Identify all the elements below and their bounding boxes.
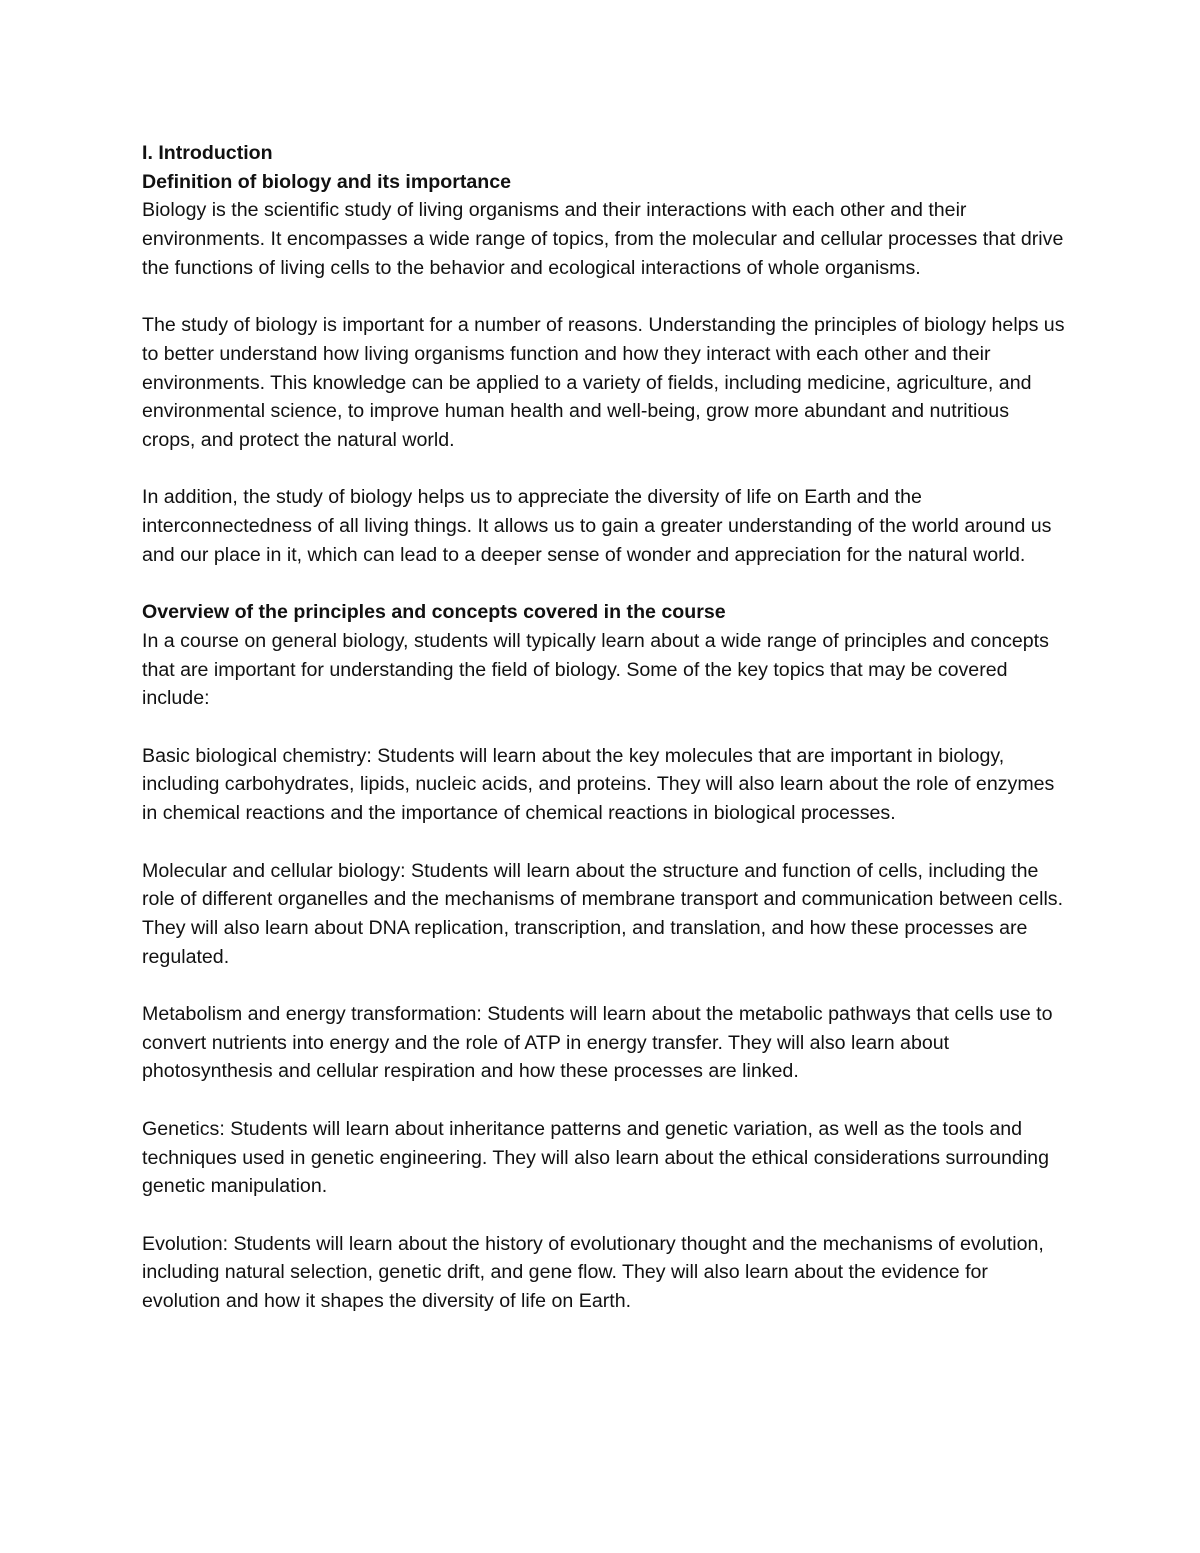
paragraph-spacer <box>142 828 1067 857</box>
paragraph-spacer <box>142 570 1067 599</box>
definition-heading: Definition of biology and its importance <box>142 170 512 193</box>
document-body <box>142 139 1067 1316</box>
topic-evolution-paragraph: Evolution: Students will learn about the history of evolutionary thought and the mechanisms of evolution, including natural selection, genetic drift, and gene flow. They will also learn about the evidence for evolution and how it shapes the diversity of life on Earth. <box>142 1232 1044 1312</box>
paragraph-spacer <box>142 971 1067 1000</box>
topic-genetics-paragraph: Genetics: Students will learn about inheritance patterns and genetic variation, as well as the tools and techniques used in genetic engineering. They will also learn about the ethical considerations surrounding genetic manipulation. <box>142 1117 1049 1198</box>
topic-cell-biology-paragraph: Molecular and cellular biology: Students will learn about the structure and function of cells, including the role of different organelles and the mechanisms of membrane transport and communication between cells. They will also learn about DNA replication, transcription, and translation, and how these processes are regulated. <box>142 859 1064 968</box>
overview-heading: Overview of the principles and concepts covered in the course <box>142 601 726 624</box>
paragraph-spacer <box>142 283 1067 312</box>
definition-paragraph: The study of biology is important for a number of reasons. Understanding the principles of biology helps us to better understand how living organisms function and how they interact with each other and their environments. This knowledge can be applied to a variety of fields, including medicine, agriculture, and environmental science, to improve human health and well-being, grow more abundant and nutritious crops, and protect the natural world. <box>142 314 1065 452</box>
section-title: I. Introduction <box>142 142 273 164</box>
paragraph-spacer <box>142 455 1067 484</box>
paragraph-spacer <box>142 1201 1067 1230</box>
overview-paragraph: In a course on general biology, students will typically learn about a wide range of principles and concepts that are important for understanding the field of biology. Some of the key topics that may be covered include: <box>142 629 1049 710</box>
paragraph-spacer <box>142 1086 1067 1115</box>
definition-paragraph: Biology is the scientific study of living organisms and their interactions with each other and their environments. It encompasses a wide range of topics, from the molecular and cellular processes that drive the functions of living cells to the behavior and ecological interactions of whole organisms. <box>142 199 1064 279</box>
definition-paragraph: In addition, the study of biology helps us to appreciate the diversity of life on Earth and the interconnectedness of all living things. It allows us to gain a greater understanding of the world around us and our place in it, which can lead to a deeper sense of wonder and appreciation for the natural world. <box>142 486 1052 566</box>
topic-chemistry-paragraph: Basic biological chemistry: Students will learn about the key molecules that are important in biology, including carbohydrates, lipids, nucleic acids, and proteins. They will also learn about the role of enzymes in chemical reactions and the importance of chemical reactions in biological processes. <box>142 744 1055 825</box>
topic-metabolism-paragraph: Metabolism and energy transformation: Students will learn about the metabolic pathways that cells use to convert nutrients into energy and the role of ATP in energy transfer. They will also learn about photosynthesis and cellular respiration and how these processes are linked. <box>142 1003 1053 1083</box>
paragraph-spacer <box>142 713 1067 742</box>
